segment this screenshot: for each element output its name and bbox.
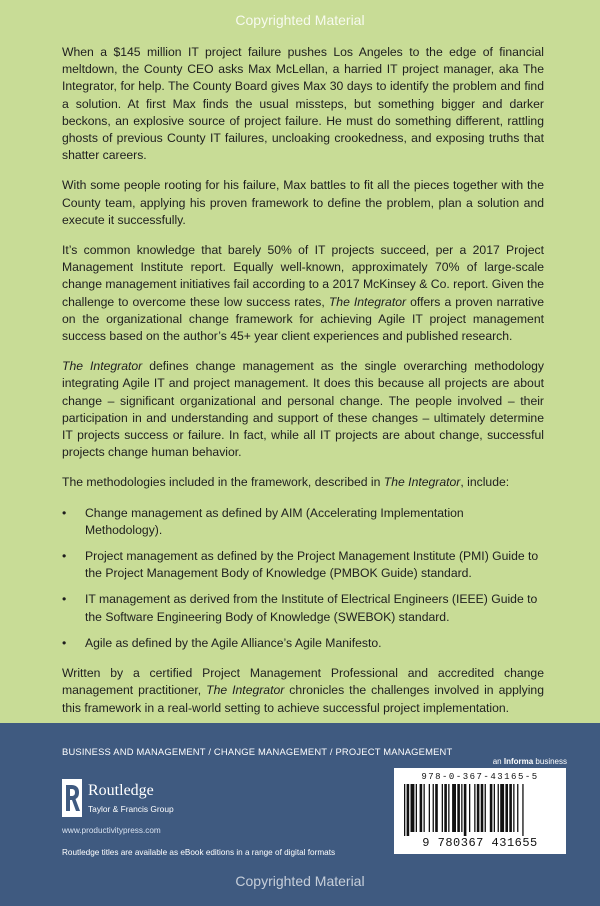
- paragraph-1: When a $145 million IT project failure pushes Los Angeles to the edge of financial meltdown, the County CEO asks Max McLellan, a harried IT project manager, aka The Integrator, for help. The County Board gives Max 30 days to identify the problem and find a solution. At first Max finds the usual missteps, but something bigger and darker beckons, an explosive source of project failure. He must do something different, rattling ghosts of previous County IT failures, uncloaking crookedness, and exposing truths that shatter careers.: [62, 45, 544, 163]
- list-item: • Project management as defined by the Project Management Institute (PMI) Guide to the Project Management Body of Knowledge (PMBOK Guide) standard.: [62, 549, 539, 581]
- barcode-bar: [457, 784, 460, 832]
- publisher-name: Routledge: [88, 782, 154, 799]
- barcode-bar: [522, 784, 523, 836]
- barcode-bar: [477, 784, 480, 832]
- barcode-bar: [429, 784, 430, 832]
- barcode-bar: [494, 784, 495, 832]
- list-item: • Agile as defined by the Agile Alliance’s Agile Manifesto.: [62, 635, 544, 652]
- bullet-icon: •: [62, 592, 67, 607]
- barcode-icon: [400, 784, 560, 836]
- paragraph-4: The Integrator defines change management as the single overarching methodology integrating Agile IT and project management. It does this because all projects are about change – significant organizational and personal change. The people involved – their participation in and understanding and support of these changes – ultimately determine IT projects success or failure. In fact, while all IT projects are about change, successful projects change human behavior.: [62, 359, 544, 460]
- bullet-icon: •: [62, 505, 67, 520]
- paragraph-3: It’s common knowledge that barely 50% of IT projects succeed, per a 2017 Project Management Institute report. Equally well-known, approximately 70% of large-scale change management initiatives fail according to a 2017 McKinsey & Co. report. Given the challenge to overcome these low success rates, The Integrator offers a proven narrative on the organizational change framework for achieving Agile IT project management success based on the author’s 45+ year client experiences and published research.: [62, 243, 545, 344]
- list-item: • Change management as defined by AIM (Accelerating Implementation Methodology).: [62, 505, 464, 537]
- watermark-bottom: Copyrighted Material: [235, 873, 365, 889]
- publisher-group: Taylor & Francis Group: [88, 804, 174, 814]
- barcode-bar: [424, 784, 425, 832]
- barcode-bar: [481, 784, 484, 832]
- publisher-website: www.productivitypress.com: [62, 826, 161, 835]
- barcode-bar: [464, 784, 467, 836]
- barcode-bar: [444, 784, 447, 832]
- bullet-icon: •: [62, 549, 67, 564]
- barcode-bar: [509, 784, 512, 832]
- paragraph-5: The methodologies included in the framework, described in The Integrator, include:: [62, 475, 510, 490]
- barcode-bar: [435, 784, 438, 832]
- paragraph-2: With some people rooting for his failure, Max battles to fit all the pieces together with the County team, applying his proven framework to define the problem, plan a solution and execute it successfully.: [62, 178, 544, 227]
- barcode-bar: [416, 784, 417, 832]
- barcode-bar: [469, 784, 470, 832]
- barcode-bar: [442, 784, 443, 832]
- barcode-bar: [498, 784, 499, 832]
- bullet-icon: •: [62, 635, 67, 650]
- barcode-bar: [505, 784, 508, 832]
- list-item: • IT management as derived from the Institute of Electrical Engineers (IEEE) Guide to the Software Engineering Body of Knowledge (SWEBOK) standard.: [62, 592, 538, 624]
- barcode-bar: [404, 784, 405, 836]
- watermark-top: Copyrighted Material: [235, 12, 365, 28]
- barcode-bar: [433, 784, 434, 832]
- barcode-bar: [490, 784, 493, 832]
- barcode-bar: [407, 784, 410, 836]
- subject-categories: BUSINESS AND MANAGEMENT / CHANGE MANAGEMENT / PROJECT MANAGEMENT: [62, 746, 453, 757]
- blurb: [62, 44, 544, 730]
- routledge-logo-icon: [62, 779, 82, 817]
- barcode-bar: [485, 784, 486, 832]
- isbn-hyphenated: 978-0-367-43165-5: [421, 772, 539, 782]
- barcode-bar: [474, 784, 475, 832]
- ebook-note: Routledge titles are available as eBook editions in a range of digital formats: [62, 848, 336, 857]
- paragraph-6: Written by a certified Project Management Professional and accredited change management practitioner, The Integrator chronicles the challenges involved in applying this framework in a real-world setting to achieve successful project implementation.: [62, 666, 544, 715]
- barcode-bar: [461, 784, 462, 832]
- barcode-bar: [452, 784, 456, 832]
- barcode-bar: [500, 784, 504, 832]
- barcode-bar: [517, 784, 518, 832]
- methodology-list: [62, 505, 544, 652]
- informa-tagline: an Informa business: [492, 757, 567, 766]
- isbn-digits: 9 780367 431655: [422, 836, 538, 850]
- barcode-bar: [411, 784, 415, 832]
- barcode-bar: [420, 784, 423, 832]
- barcode-bar: [448, 784, 449, 832]
- isbn-barcode: [394, 768, 566, 854]
- barcode-bar: [513, 784, 514, 832]
